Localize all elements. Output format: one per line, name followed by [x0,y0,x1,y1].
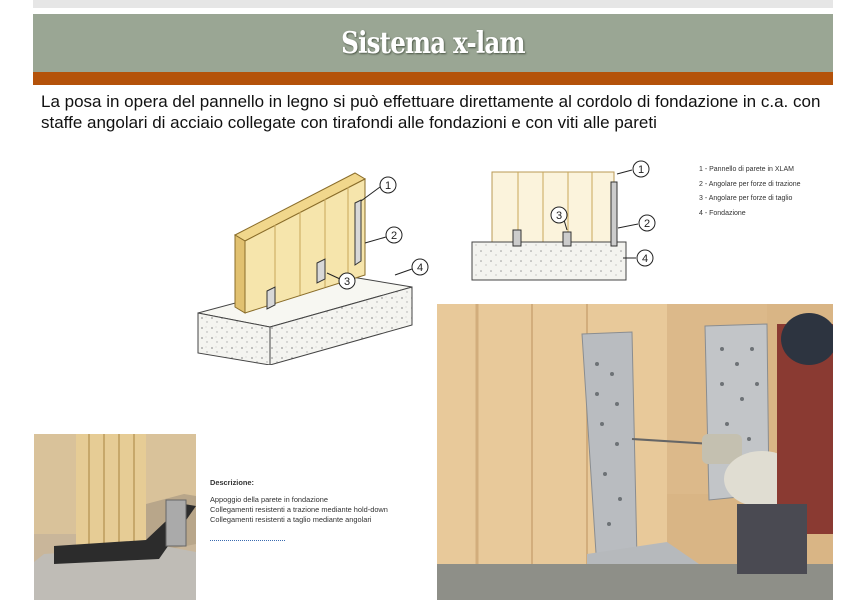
callout-4: 4 [416,262,424,274]
photo-description [210,478,388,525]
callout-2: 2 [390,230,398,242]
title-bar [33,14,833,72]
description-heading: Descrizione: [210,478,254,487]
legend-item: 4 - Fondazione [699,209,746,217]
section-callout-1: 1 [637,164,645,176]
description-line: Appoggio della parete in fondazione [210,495,328,504]
diagram-legend [699,163,801,221]
section-callout-4: 4 [641,253,649,265]
section-callout-3: 3 [555,210,563,222]
callout-1: 1 [384,180,392,192]
source-link[interactable] [210,538,285,541]
slide-body-text: La posa in opera del pannello in legno si può effettuare direttamente al cordolo di fondazione in c.a. con staffe angolari di acciaio collegate con tirafondi alle fondazioni e con viti alle pareti [41,92,821,132]
installation-photo [437,304,833,600]
accent-rule [33,72,833,85]
section-wall-diagram [468,158,668,283]
description-line: Collegamenti resistenti a trazione mediante hold-down [210,505,388,514]
legend-item: 3 - Angolare per forze di taglio [699,195,793,202]
section-callout-2: 2 [643,218,651,230]
callout-3: 3 [343,276,351,288]
legend-item: 1 - Pannello di parete in XLAM [699,166,794,173]
foundation-detail-photo [34,434,196,600]
isometric-wall-diagram [190,165,440,365]
slide-title: Sistema x-lam [341,25,525,61]
description-line: Collegamenti resistenti a taglio mediante angolari [210,515,372,524]
top-strip [33,0,833,8]
legend-item: 2 - Angolare per forze di trazione [699,180,801,188]
